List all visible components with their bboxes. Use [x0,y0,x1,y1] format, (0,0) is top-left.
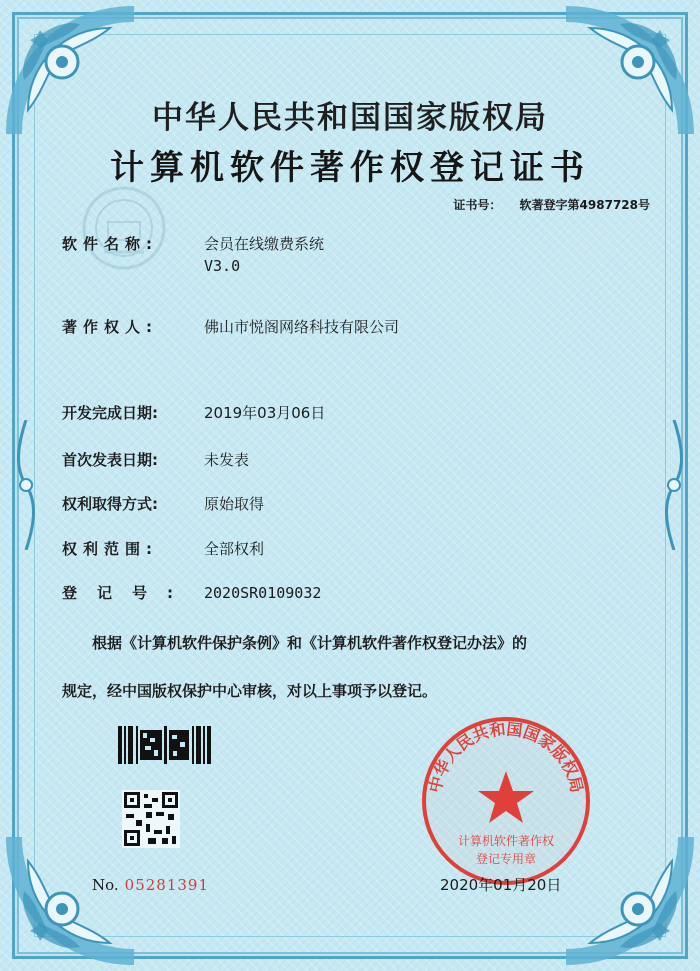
seal-line-1: 计算机软件著作权 [457,834,555,848]
seal-outer-text: 中华人民共和国国家版权局 [425,719,587,795]
statement-line-1: 根据《计算机软件保护条例》和《计算机软件著作权登记办法》的 [92,634,528,652]
field-value: 原始取得 [204,495,265,513]
field-completion-date [62,402,325,423]
serial-number [92,876,209,894]
field-label: 开发完成日期: [62,404,158,422]
right-side-ornament [662,420,686,550]
field-value: 全部权利 [204,540,265,558]
field-value-version: V3.0 [204,257,241,275]
certificate-number-value: 软著登字第4987728号 [519,198,650,212]
certificate-title: 计算机软件著作权登记证书 [110,148,590,188]
field-value: 佛山市悦阁网络科技有限公司 [204,318,400,336]
certificate-number [453,196,650,213]
field-value: 未发表 [204,451,250,469]
corner-ornament-bottom-left [0,831,140,971]
statement-line-2: 规定，经中国版权保护中心审核，对以上事项予以登记。 [62,682,438,700]
seal-line-2: 登记专用章 [475,852,537,866]
field-label: 权利取得方式: [62,495,158,513]
field-rights-scope [62,538,264,559]
qr-code [122,790,180,848]
field-software-name [62,233,324,254]
field-value: 2020SR0109032 [204,584,322,602]
issue-date: 2020年01月20日 [440,876,562,894]
field-label: 著作权人: [62,318,158,336]
field-label: 登记号: [62,584,193,602]
field-label: 权利范围: [62,540,158,558]
field-software-version [62,257,240,275]
serial-number-value: 05281391 [124,876,210,894]
certificate-number-label: 证书号： [453,198,502,212]
issuer-title: 中华人民共和国国家版权局 [152,100,548,136]
field-first-publish-date [62,449,249,470]
serial-number-label: No. [92,876,119,894]
left-side-ornament [14,420,38,550]
official-seal-stamp [418,713,594,889]
field-label: 软件名称: [62,235,158,253]
barcode [118,726,214,764]
field-copyright-owner [62,316,399,337]
field-value: 2019年03月06日 [204,404,326,422]
field-registration-number [62,582,321,603]
field-value: 会员在线缴费系统 [204,235,325,253]
field-label: 首次发表日期: [62,451,158,469]
field-acquisition-method [62,493,264,514]
